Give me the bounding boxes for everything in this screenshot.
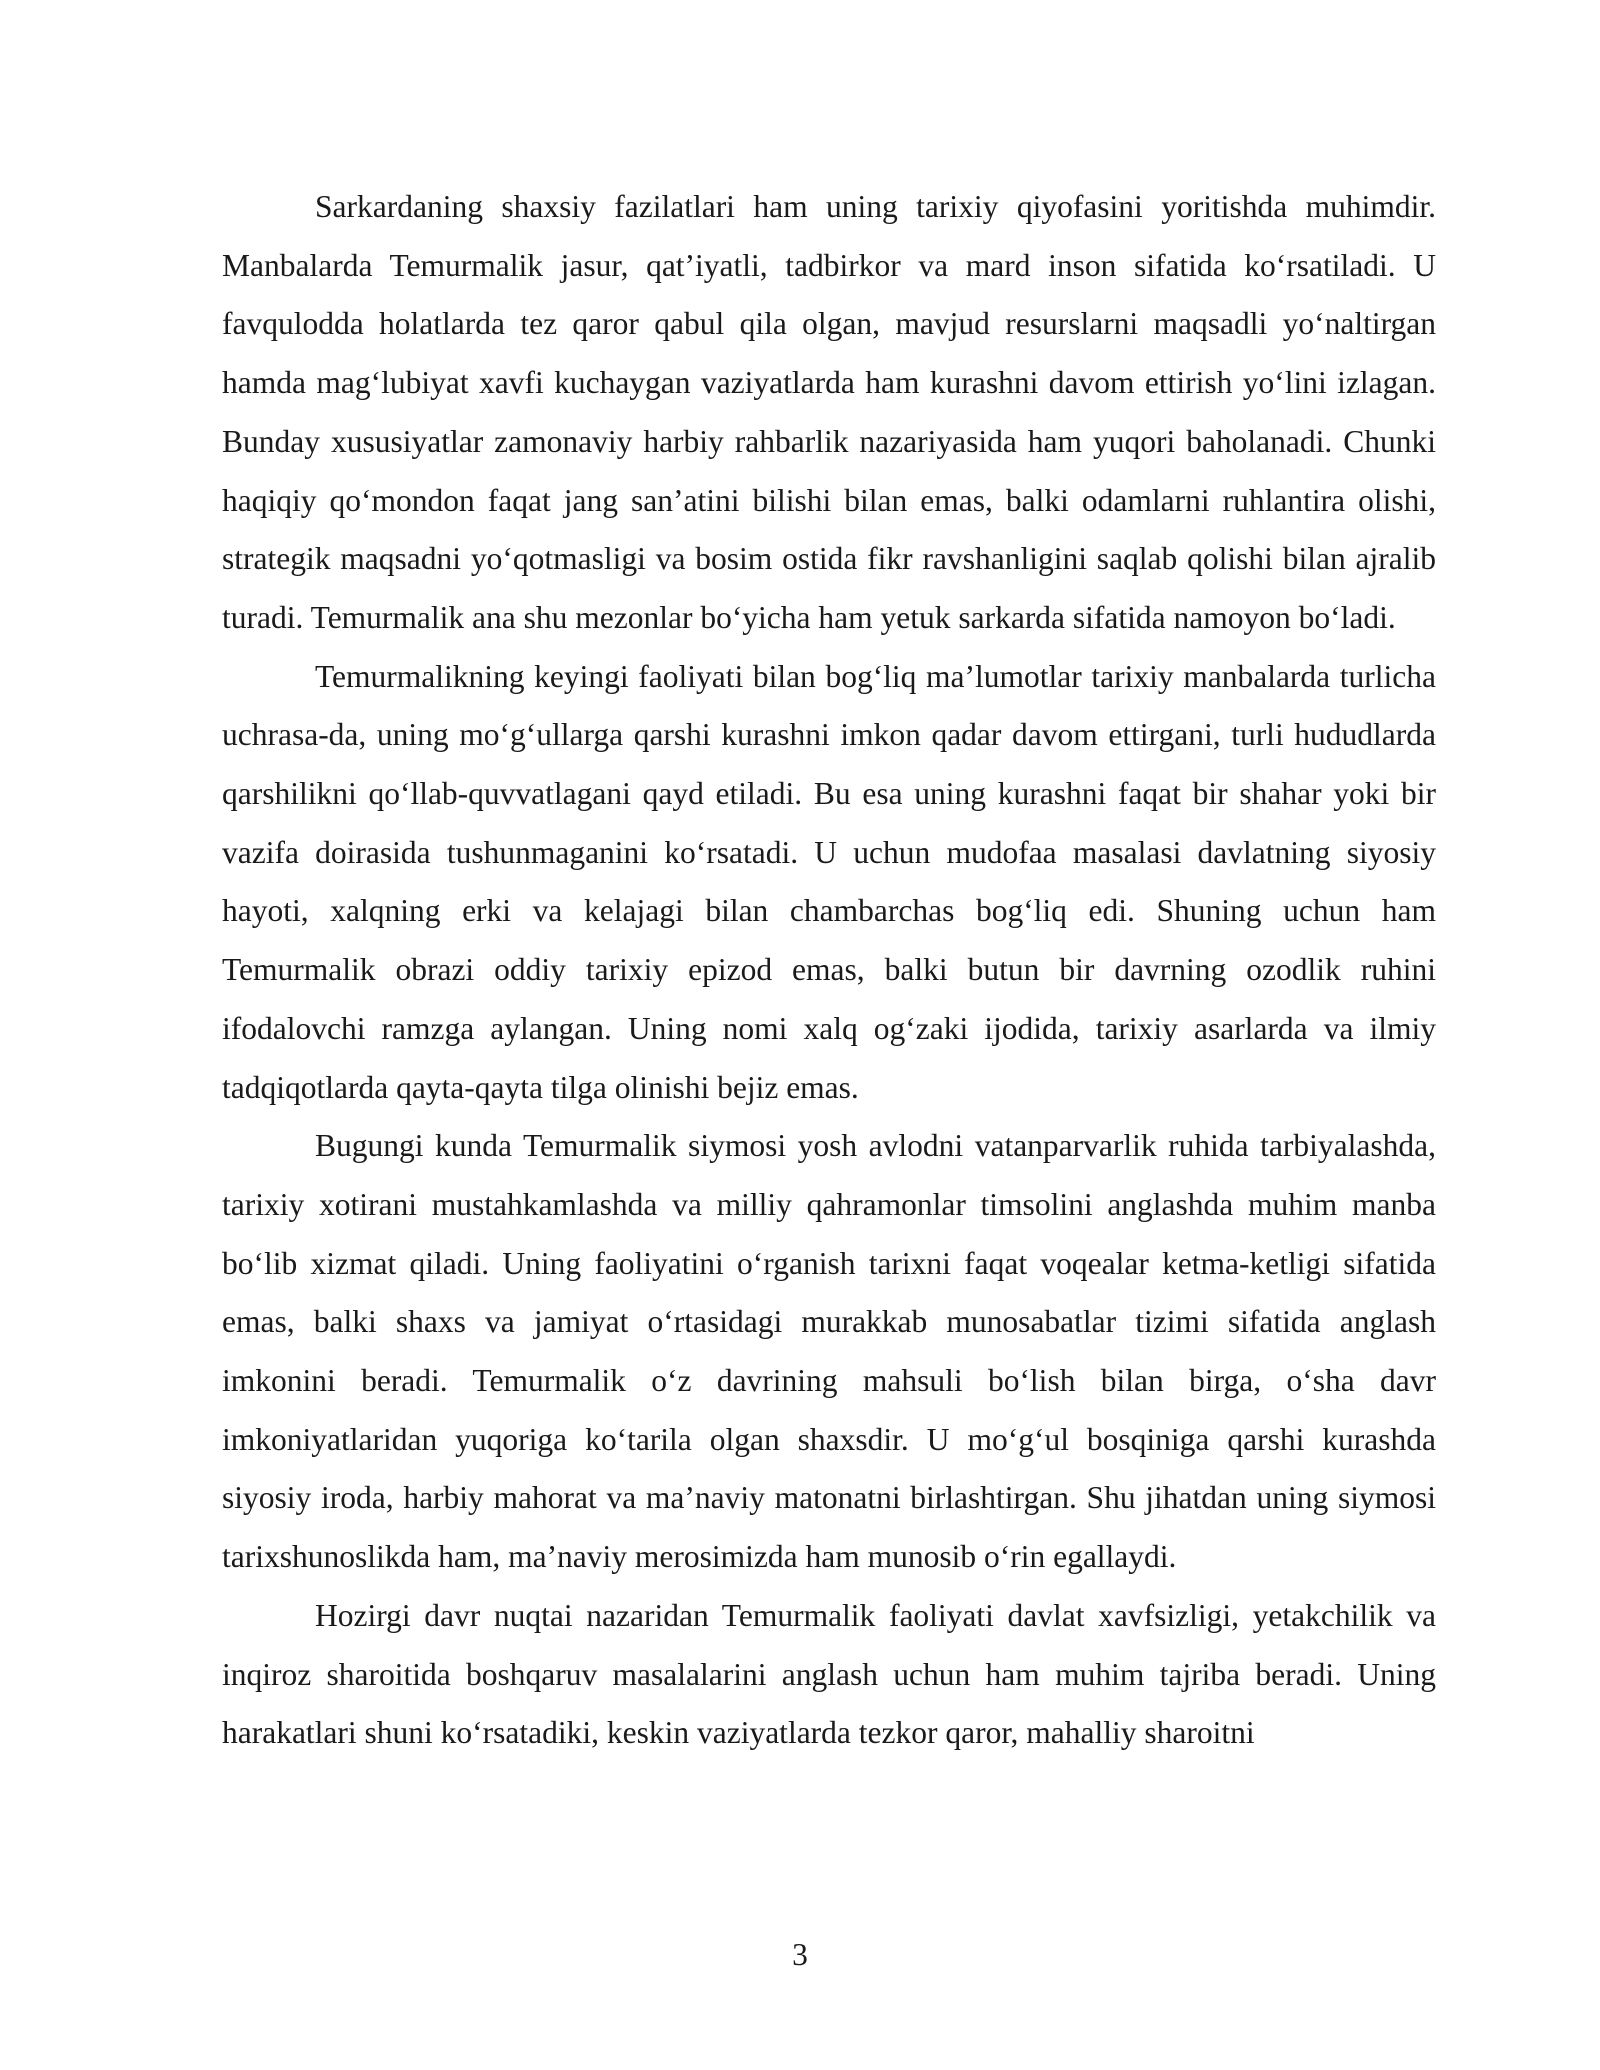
paragraph-3: Bugungi kunda Temurmalik siymosi yosh avlodni vatanparvarlik ruhida tarbiyalashda, tarixiy xotirani mustahkamlashda va milliy qahramonlar timsolini anglashda muhim manba bo‘lib xizmat qiladi. Uning faoliyatini o‘rganish tarixni faqat voqealar ketma-ketligi sifatida emas, balki shaxs va jamiyat o‘rtasidagi murakkab munosabatlar tizimi sifatida anglash imkonini beradi. Temurmalik o‘z davrining mahsuli bo‘lish bilan birga, o‘sha davr imkoniyatlaridan yuqoriga ko‘tarila olgan shaxsdir. U mo‘g‘ul bosqiniga qarshi kurashda siyosiy iroda, harbiy mahorat va ma’naviy matonatni birlashtirgan. Shu jihatdan uning siymosi tarixshunoslikda ham, ma’naviy merosimizda ham munosib o‘rin egallaydi.: [222, 1128, 1436, 1575]
paragraph-4: Hozirgi davr nuqtai nazaridan Temurmalik faoliyati davlat xavfsizligi, yetakchilik va inqiroz sharoitida boshqaruv masalalarini anglash uchun ham muhim tajriba beradi. Uning harakatlari shuni ko‘rsatadiki, keskin vaziyatlarda tezkor qaror, mahalliy sharoitni: [222, 1597, 1436, 1751]
paragraph-1: Sarkardaning shaxsiy fazilatlari ham uning tarixiy qiyofasini yoritishda muhimdir. Manbalarda Temurmalik jasur, qat’iyatli, tadbirkor va mard inson sifatida ko‘rsatiladi. U favqulodda holatlarda tez qaror qabul qila olgan, mavjud resurslarni maqsadli yo‘naltirgan hamda mag‘lubiyat xavfi kuchaygan vaziyatlarda ham kurashni davom ettirish yo‘lini izlagan. Bunday xususiyatlar zamonaviy harbiy rahbarlik nazariyasida ham yuqori baholanadi. Chunki haqiqiy qo‘mondon faqat jang san’atini bilishi bilan emas, balki odamlarni ruhlantira olishi, strategik maqsadni yo‘qotmasligi va bosim ostida fikr ravshanligini saqlab qolishi bilan ajralib turadi. Temurmalik ana shu mezonlar bo‘yicha ham yetuk sarkarda sifatida namoyon bo‘ladi.: [222, 189, 1436, 635]
page-number: 3: [792, 1937, 808, 1972]
paragraph-2: Temurmalikning keyingi faoliyati bilan bog‘liq ma’lumotlar tarixiy manbalarda turlicha uchrasa-da, uning mo‘g‘ullarga qarshi kurashni imkon qadar davom ettirgani, turli hududlarda qarshilikni qo‘llab-quvvatlagani qayd etiladi. Bu esa uning kurashni faqat bir shahar yoki bir vazifa doirasida tushunmaganini ko‘rsatadi. U uchun mudofaa masalasi davlatning siyosiy hayoti, xalqning erki va kelajagi bilan chambarchas bog‘liq edi. Shuning uchun ham Temurmalik obrazi oddiy tarixiy epizod emas, balki butun bir davrning ozodlik ruhini ifodalovchi ramzga aylangan. Uning nomi xalq og‘zaki ijodida, tarixiy asarlarda va ilmiy tadqiqotlarda qayta-qayta tilga olinishi bejiz emas.: [222, 658, 1436, 1105]
body-text: [222, 178, 1436, 1763]
